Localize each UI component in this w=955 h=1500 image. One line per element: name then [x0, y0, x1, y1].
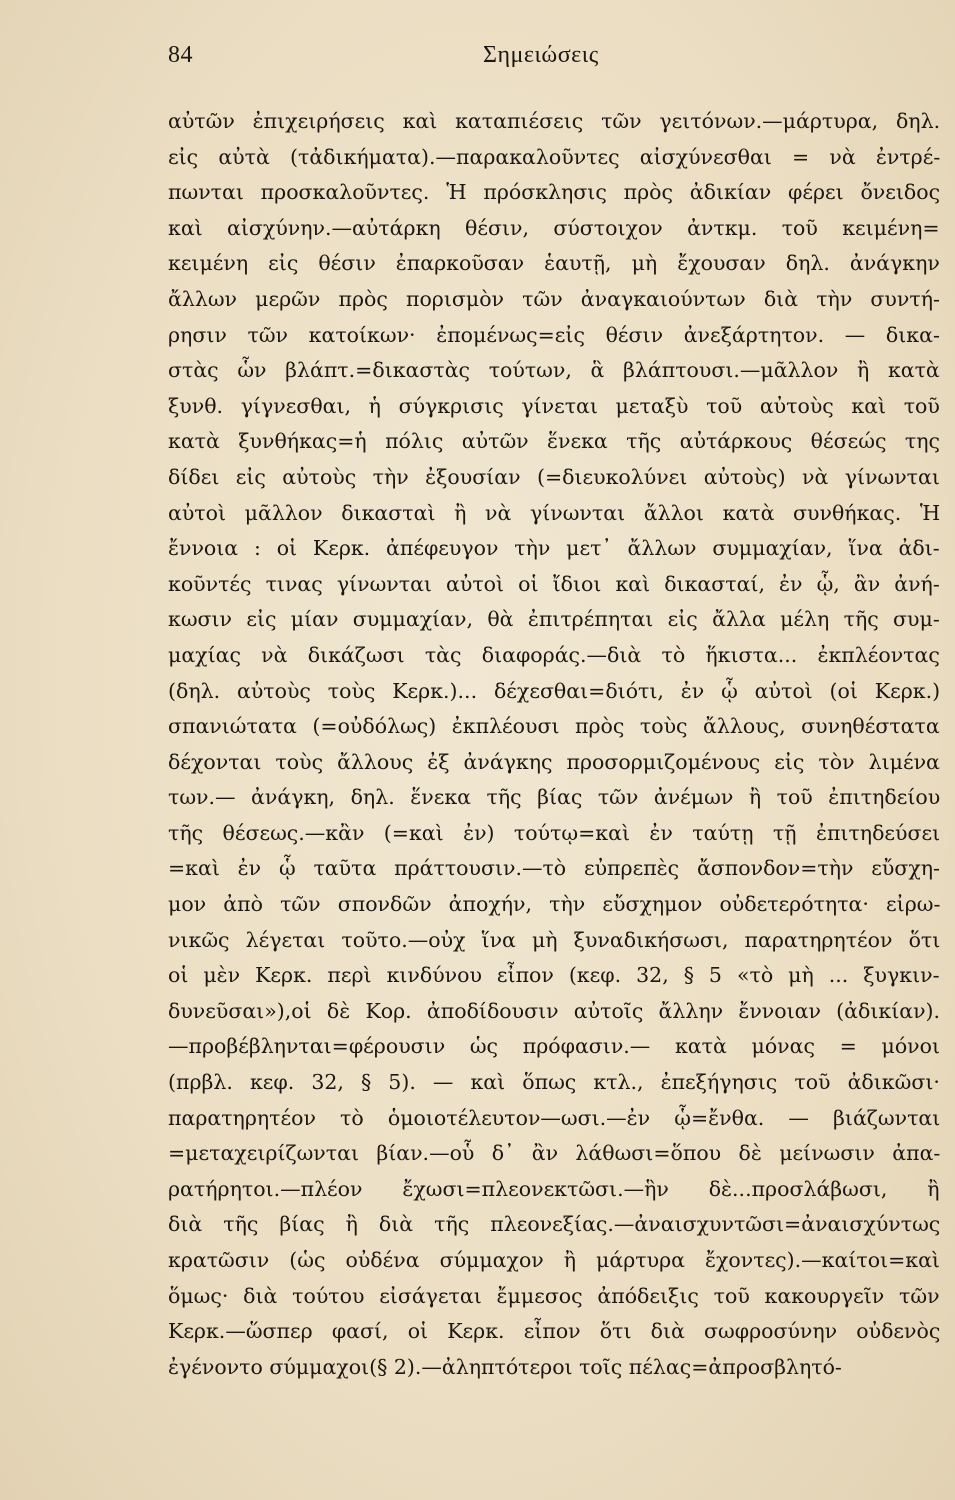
text-line: (πρβλ. κεφ. 32, § 5). — καὶ ὅπως κτλ., ἐπεξήγησις τοῦ ἀδικῶσι·	[168, 1070, 940, 1095]
text-line: μαχίας νὰ δικάζωσι τὰς διαφοράς.—διὰ τὸ ἥκιστα... ἐκπλέοντας	[168, 642, 940, 667]
text-line: ἔννοια : οἱ Κερκ. ἀπέφευγον τὴν μετ᾽ ἄλλων συμμαχίαν, ἵνα ἀδι-	[168, 536, 940, 561]
text-line: εἰς αὐτὰ (τἀδικήματα).—παρακαλοῦντες αἰσχύνεσθαι = νὰ ἐντρέ-	[168, 144, 940, 169]
text-line: κοῦντές τινας γίνωνται αὐτοὶ οἱ ἴδιοι καὶ δικασταί, ἐν ᾧ, ἂν ἀνή-	[168, 571, 940, 596]
text-line: αὐτοὶ μᾶλλον δικασταὶ ἢ νὰ γίνωνται ἄλλοι κατὰ συνθήκας. Ἡ	[168, 500, 940, 525]
text-line: καὶ αἰσχύνην.—αὐτάρκη θέσιν, σύστοιχον ἀντκμ. τοῦ κειμένη=	[168, 215, 940, 240]
text-line: οἱ μὲν Κερκ. περὶ κινδύνου εἶπον (κεφ. 32, § 5 «τὸ μὴ ... ξυγκιν-	[168, 963, 940, 988]
text-line: κειμένη εἰς θέσιν ἐπαρκοῦσαν ἑαυτῇ, μὴ ἔχουσαν δηλ. ἀνάγκην	[168, 251, 940, 276]
text-line: =μεταχειρίζωνται βίαν.—οὗ δ᾽ ἂν λάθωσι=ὅπου δὲ μείνωσιν ἀπα-	[168, 1141, 940, 1166]
text-line: των.— ἀνάγκη, δηλ. ἕνεκα τῆς βίας τῶν ἀνέμων ἢ τοῦ ἐπιτηδείου	[168, 785, 940, 810]
text-line: σπανιώτατα (=οὐδόλως) ἐκπλέουσι πρὸς τοὺς ἄλλους, συνηθέστατα	[168, 714, 940, 739]
text-line: Κερκ.—ὥσπερ φασί, οἱ Κερκ. εἶπον ὅτι διὰ σωφροσύνην οὐδενὸς	[168, 1319, 940, 1344]
page-number: 84	[168, 42, 193, 68]
text-line: δίδει εἰς αὐτοὺς τὴν ἐξουσίαν (=διευκολύνει αὐτοὺς) νὰ γίνωνται	[168, 464, 940, 489]
notes-body	[168, 104, 940, 1385]
text-line: αὐτῶν ἐπιχειρήσεις καὶ καταπιέσεις τῶν γειτόνων.—μάρτυρα, δηλ.	[168, 109, 940, 133]
page-header	[0, 42, 955, 82]
text-line: πωνται προσκαλοῦντες. Ἡ πρόσκλησις πρὸς ἀδικίαν φέρει ὄνειδος	[168, 180, 940, 205]
text-line: κρατῶσιν (ὡς οὐδένα σύμμαχον ἢ μάρτυρα ἔχοντες).—καίτοι=καὶ	[168, 1248, 940, 1272]
text-line: ἐγένοντο σύμμαχοι(§ 2).—ἀληπτότεροι τοῖς πέλας=ἀπροσβλητό-	[168, 1354, 842, 1379]
text-line: δέχονται τοὺς ἄλλους ἐξ ἀνάγκης προσορμιζομένους εἰς τὸν λιμένα	[168, 749, 940, 774]
text-line: διὰ τῆς βίας ἢ διὰ τῆς πλεονεξίας.—ἀναισχυντῶσι=ἀναισχύντως	[168, 1212, 940, 1237]
text-line: τῆς θέσεως.—κἂν (=καὶ ἐν) τούτῳ=καὶ ἐν ταύτῃ τῇ ἐπιτηδεύσει	[168, 820, 940, 845]
running-title: Σημειώσεις	[483, 42, 599, 68]
text-line: νικῶς λέγεται τοῦτο.—οὐχ ἵνα μὴ ξυναδικήσωσι, παρατηρητέον ὅτι	[168, 927, 940, 952]
text-line: ρατήρητοι.—πλέον ἔχωσι=πλεονεκτῶσι.—ἣν δὲ...προσλάβωσι, ἢ	[168, 1176, 940, 1201]
text-line: (δηλ. αὐτοὺς τοὺς Κερκ.)... δέχεσθαι=διότι, ἐν ᾧ αὐτοὶ (οἱ Κερκ.)	[168, 678, 940, 703]
text-line: ρησιν τῶν κατοίκων· ἐπομένως=εἰς θέσιν ἀνεξάρτητον. — δικα-	[168, 322, 940, 347]
text-line: κωσιν εἰς μίαν συμμαχίαν, θὰ ἐπιτρέπηται εἰς ἄλλα μέλη τῆς συμ-	[168, 607, 940, 632]
text-line: =καὶ ἐν ᾧ ταῦτα πράττουσιν.—τὸ εὐπρεπὲς ἄσπονδον=τὴν εὔσχη-	[168, 856, 940, 881]
text-line: ἄλλων μερῶν πρὸς πορισμὸν τῶν ἀναγκαιούντων διὰ τὴν συντή-	[168, 286, 940, 311]
text-line: ὅμως· διὰ τούτου εἰσάγεται ἔμμεσος ἀπόδειξις τοῦ κακουργεῖν τῶν	[168, 1283, 940, 1308]
text-line: δυνεῦσαι»),οἱ δὲ Κορ. ἀποδίδουσιν αὐτοῖς ἄλλην ἔννοιαν (ἀδικίαν).	[168, 998, 940, 1023]
text-line: μον ἀπὸ τῶν σπονδῶν ἀποχήν, τὴν εὔσχημον οὐδετερότητα· εἰρω-	[168, 892, 940, 917]
text-line: στὰς ὧν βλάπτ.=δικαστὰς τούτων, ἃ βλάπτουσι.—μᾶλλον ἢ κατὰ	[168, 358, 940, 383]
text-line: κατὰ ξυνθήκας=ἡ πόλις αὐτῶν ἕνεκα τῆς αὐτάρκους θέσεώς της	[168, 429, 940, 454]
text-line: ξυνθ. γίγνεσθαι, ἡ σύγκρισις γίνεται μεταξὺ τοῦ αὐτοὺς καὶ τοῦ	[168, 393, 940, 418]
text-line: παρατηρητέον τὸ ὁμοιοτέλευτον—ωσι.—ἐν ᾧ=ἔνθα. — βιάζωνται	[168, 1105, 940, 1130]
text-line: —προβέβληνται=φέρουσιν ὡς πρόφασιν.— κατὰ μόνας = μόνοι	[168, 1034, 940, 1059]
